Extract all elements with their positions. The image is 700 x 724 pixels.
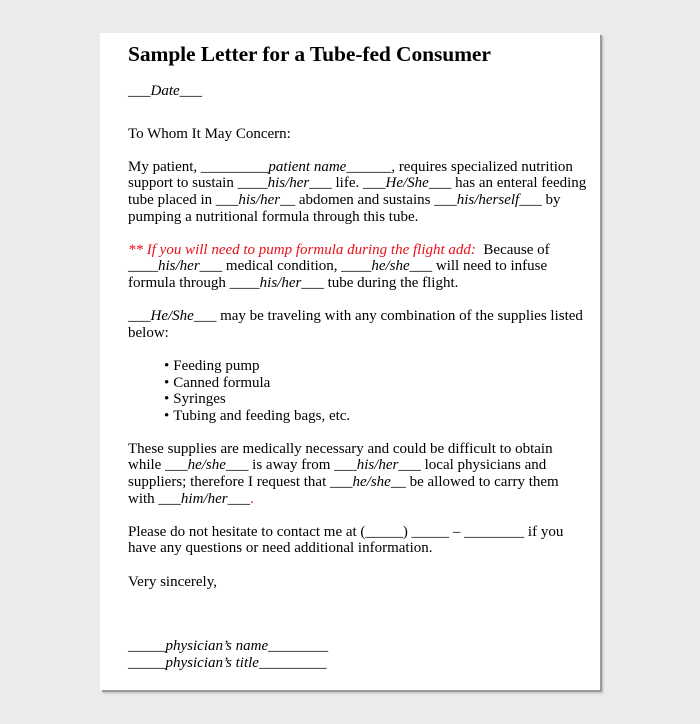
text: My patient, _________ bbox=[128, 158, 269, 175]
paragraph-request bbox=[128, 441, 588, 507]
text: __ abdomen and sustains ___ bbox=[280, 191, 457, 208]
text: ___ has an enteral feeding tube placed in ___ bbox=[128, 175, 587, 208]
field-pronoun: He/She bbox=[385, 175, 429, 192]
field-physician-title: physician’s title bbox=[165, 654, 259, 671]
text: ___ bbox=[128, 308, 151, 325]
text: ___ tube during the flight. bbox=[301, 274, 459, 291]
text: These supplies are medically necessary and could be difficult to obtain while ___ bbox=[128, 440, 553, 474]
text: ________ bbox=[268, 638, 329, 655]
flight-note-instruction: ** If you will need to pump formula during the flight add: bbox=[128, 241, 476, 258]
field-pronoun: his/her bbox=[259, 274, 302, 291]
field-pronoun: his/her bbox=[267, 175, 310, 192]
field-pronoun: his/herself bbox=[456, 191, 520, 208]
greeting: To Whom It May Concern: bbox=[128, 125, 291, 142]
date-field: Date bbox=[150, 83, 180, 99]
paragraph-contact: Please do not hesitate to contact me at (_____) _____ – ________ if you have any questions or need additional information. bbox=[128, 523, 564, 557]
text: . bbox=[250, 490, 254, 507]
text: ______, requires specialized nutrition support to sustain ____ bbox=[128, 158, 573, 192]
date-blank-pre: ___ bbox=[128, 83, 151, 99]
document-title: Sample Letter for a Tube-fed Consumer bbox=[128, 42, 491, 66]
signature-title-line bbox=[128, 655, 588, 672]
field-pronoun: his/her bbox=[238, 191, 281, 208]
text: ___ medical condition, ____ bbox=[199, 258, 372, 275]
field-pronoun: he/she bbox=[371, 258, 410, 275]
date-blank-post: ___ bbox=[179, 83, 203, 99]
field-patient-name: patient name bbox=[268, 158, 347, 175]
field-physician-name: physician’s name bbox=[165, 638, 269, 655]
closing: Very sincerely, bbox=[128, 573, 217, 590]
field-pronoun: his/her bbox=[158, 258, 200, 275]
text: ___ bbox=[227, 490, 251, 507]
paragraph-supplies-intro bbox=[128, 308, 588, 341]
text: ___ is away from ___ bbox=[225, 457, 357, 474]
letter-page bbox=[100, 33, 600, 690]
field-pronoun: he/she bbox=[352, 474, 391, 491]
text: ___ will need to infuse formula through ____ bbox=[128, 258, 548, 291]
paragraph-flight-note bbox=[128, 242, 588, 292]
text: ___ may be traveling with any combination of the supplies listed below: bbox=[128, 308, 583, 341]
field-pronoun: his/her bbox=[356, 457, 399, 474]
field-pronoun: He/She bbox=[150, 308, 194, 325]
text: ___ local physicians and suppliers; therefore I request that ___ bbox=[128, 457, 547, 491]
list-item: • Syringes bbox=[164, 391, 588, 408]
list-item: • Canned formula bbox=[164, 375, 588, 392]
paragraph-patient-info bbox=[128, 159, 588, 225]
text: _____ bbox=[128, 654, 166, 671]
text: __ be allowed to carry them with ___ bbox=[128, 474, 559, 507]
field-pronoun: him/her bbox=[180, 490, 228, 507]
list-item: • Tubing and feeding bags, etc. bbox=[164, 408, 588, 425]
date-line bbox=[128, 83, 588, 100]
supplies-list bbox=[128, 358, 588, 424]
signature-name-line bbox=[128, 638, 588, 655]
text: _________ bbox=[258, 654, 327, 671]
field-pronoun: he/she bbox=[187, 457, 226, 474]
text: ___ by pumping a nutritional formula through this tube. bbox=[128, 191, 561, 225]
text: ___ life. ___ bbox=[309, 175, 386, 192]
text: _____ bbox=[128, 638, 166, 655]
letter-content bbox=[128, 41, 588, 671]
list-item: • Feeding pump bbox=[164, 358, 588, 375]
text: Because of ____ bbox=[128, 241, 554, 275]
